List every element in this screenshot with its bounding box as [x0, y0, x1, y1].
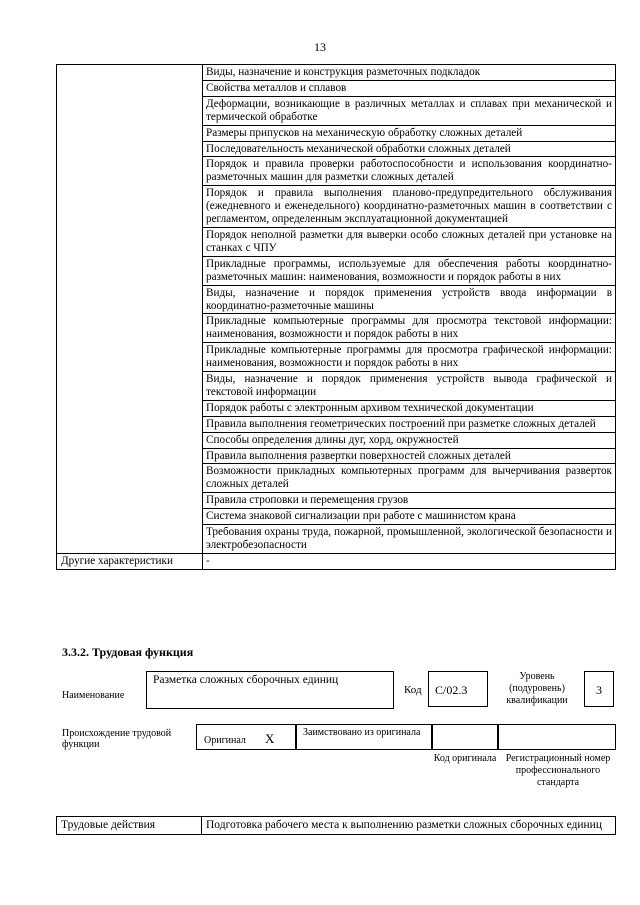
borrowed-cell: Заимствовано из оригинала — [296, 724, 432, 750]
knowledge-item: Размеры припусков на механическую обработку сложных деталей — [203, 125, 616, 141]
origin-label: Происхождение трудовой функции — [62, 728, 172, 750]
other-characteristics-row — [57, 553, 616, 569]
knowledge-item: Виды, назначение и порядок применения устройств ввода информации в координатно-разметочные машины — [203, 285, 616, 314]
knowledge-item: Правила выполнения развертки поверхностей сложных деталей — [203, 448, 616, 464]
knowledge-item: Способы определения длины дуг, хорд, окружностей — [203, 432, 616, 448]
original-label: Оригинал — [204, 735, 246, 746]
knowledge-item: Деформации, возникающие в различных металлах и сплавах при механической и термической обработке — [203, 96, 616, 125]
reg-number-label: Регистрационный номер профессионального стандарта — [505, 753, 611, 788]
knowledge-item: Виды, назначение и конструкция разметочных подкладок — [203, 65, 616, 81]
knowledge-item: Порядок и правила выполнения планово-предупредительного обслуживания (ежедневного и еженедельного) координатно-разметочных машин в соответствии с регламентом, определенным эксплуатационной документацией — [203, 186, 616, 228]
labor-actions-value: Подготовка рабочего места к выполнению разметки сложных сборочных единиц — [202, 817, 616, 835]
knowledge-item: Порядок и правила проверки работоспособности и использования координатно-разметочных машин для разметки сложных деталей — [203, 157, 616, 186]
original-cell — [196, 724, 296, 750]
knowledge-item: Последовательность механической обработки сложных деталей — [203, 141, 616, 157]
level-label: Уровень (подуровень) квалификации — [506, 671, 568, 706]
code-original-label: Код оригинала — [433, 753, 497, 764]
labor-actions-row — [57, 817, 616, 835]
original-mark: X — [265, 731, 275, 746]
section-title: 3.3.2. Трудовая функция — [62, 645, 194, 659]
knowledge-item: Порядок неполной разметки для выверки особо сложных деталей при установке на станках с ЧПУ — [203, 227, 616, 256]
page-number: 13 — [314, 40, 326, 54]
other-characteristics-value: - — [203, 553, 616, 569]
reg-number-cell — [498, 724, 616, 750]
knowledge-item: Свойства металлов и сплавов — [203, 80, 616, 96]
knowledge-item: Правила строповки и перемещения грузов — [203, 493, 616, 509]
knowledge-table — [56, 64, 616, 570]
code-label: Код — [404, 684, 422, 696]
knowledge-item: Прикладные компьютерные программы для просмотра текстовой информации: наименования, возможности и порядок работы в них — [203, 314, 616, 343]
name-label: Наименование — [62, 690, 125, 701]
knowledge-item: Прикладные программы, используемые для обеспечения работы координатно-разметочных машин: наименования, возможности и порядок работы в них — [203, 256, 616, 285]
level-field: 3 — [584, 671, 614, 707]
knowledge-label-cell — [57, 65, 203, 554]
knowledge-item: Прикладные компьютерные программы для просмотра графической информации: наименования, возможности и порядок работы в них — [203, 343, 616, 372]
function-code-field: C/02.3 — [428, 671, 488, 707]
other-characteristics-label: Другие характеристики — [57, 553, 203, 569]
knowledge-item: Возможности прикладных компьютерных программ для вычерчивания разверток сложных деталей — [203, 464, 616, 493]
knowledge-item: Виды, назначение и порядок применения устройств вывода графической и текстовой информации — [203, 372, 616, 401]
knowledge-row — [57, 65, 616, 81]
knowledge-item: Правила выполнения геометрических построений при разметке сложных деталей — [203, 416, 616, 432]
knowledge-item: Порядок работы с электронным архивом технической документации — [203, 400, 616, 416]
knowledge-item: Требования охраны труда, пожарной, промышленной, экологической безопасности и электробезопасности — [203, 525, 616, 554]
code-original-cell — [432, 724, 498, 750]
knowledge-item: Система знаковой сигнализации при работе с машинистом крана — [203, 509, 616, 525]
function-name-field: Разметка сложных сборочных единиц — [146, 671, 394, 709]
labor-actions-label: Трудовые действия — [57, 817, 202, 835]
labor-actions-table — [56, 816, 616, 835]
